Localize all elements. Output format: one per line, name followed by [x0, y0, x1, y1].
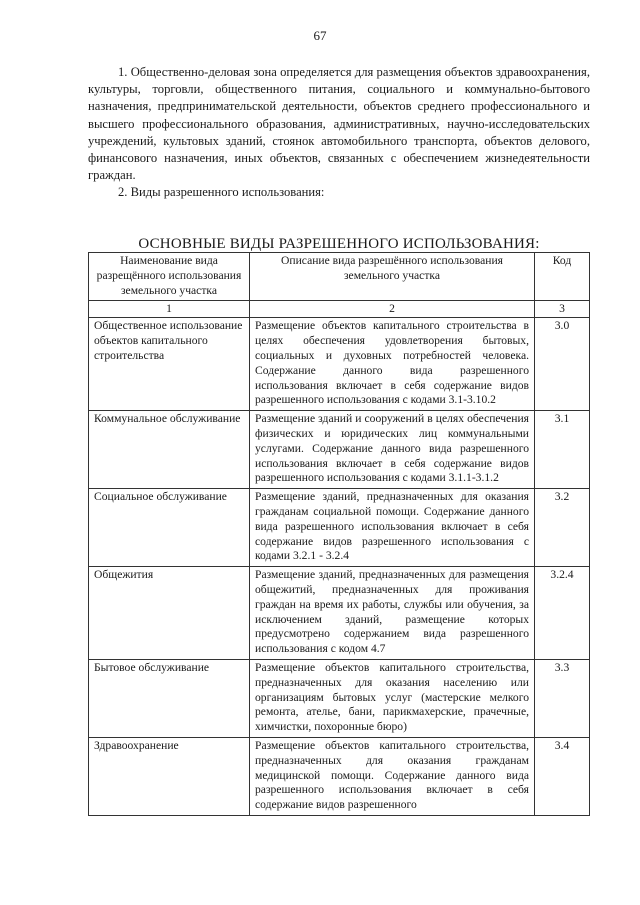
- row-name: Здравоохранение: [89, 737, 250, 815]
- table-row: [89, 567, 590, 660]
- row-name: Общежития: [89, 567, 250, 660]
- row-code: 3.2.4: [535, 567, 590, 660]
- table-title: ОСНОВНЫЕ ВИДЫ РАЗРЕШЕННОГО ИСПОЛЬЗОВАНИЯ:: [138, 236, 540, 252]
- table-row: [89, 659, 590, 737]
- table-row: [89, 411, 590, 489]
- column-number: 1: [89, 301, 250, 318]
- intro-paragraph-1: 1. Общественно-деловая зона определяется для размещения объектов здравоохранения, культуры, торговли, общественного питания, социального и коммунально-бытового назначения, предпринимательской деятельности, объектов среднего профессионального и высшего профессионального образования, административных, научно-исследовательских учреждений, культовых зданий, стоянок автомобильного транспорта, объектов делового, финансового назначения, иных объектов, связанных с обеспечением жизнедеятельности граждан.: [88, 65, 590, 183]
- intro-paragraph-2: 2. Виды разрешенного использования:: [118, 185, 325, 200]
- row-name: Социальное обслуживание: [89, 489, 250, 567]
- intro-text: [88, 64, 590, 202]
- header-name: Наименование вида разрещённого использования земельного участка: [89, 253, 250, 301]
- row-code: 3.2: [535, 489, 590, 567]
- column-number: 2: [250, 301, 535, 318]
- row-description: Размещение объектов капитального строительства, предназначенных для оказания гражданам медицинской помощи. Содержание данного вида разрешенного использования включает в себя содержание видов разрешенного: [250, 737, 535, 815]
- row-code: 3.4: [535, 737, 590, 815]
- page-number: 67: [313, 28, 327, 43]
- table-row: [89, 737, 590, 815]
- row-name: Общественное использование объектов капитального строительства: [89, 318, 250, 411]
- header-code: Код: [535, 253, 590, 301]
- row-code: 3.3: [535, 659, 590, 737]
- table-header-row: [89, 253, 590, 301]
- table-row: [89, 489, 590, 567]
- column-number-row: [89, 301, 590, 318]
- permitted-uses-table: [88, 252, 590, 816]
- table-row: [89, 318, 590, 411]
- row-description: Размещение зданий и сооружений в целях обеспечения физических и юридических лиц коммунальными услугами. Содержание данного вида разрешенного использования включает в себя содержание видов разрешенного использования с кодами 3.1.1-3.1.2: [250, 411, 535, 489]
- row-description: Размещение объектов капитального строительства, предназначенных для оказания населению или организациям бытовых услуг (мастерские мелкого ремонта, ателье, бани, парикмахерские, прачечные, химчистки, похоронные бюро): [250, 659, 535, 737]
- row-name: Бытовое обслуживание: [89, 659, 250, 737]
- column-number: 3: [535, 301, 590, 318]
- header-description: Описание вида разрешённого использования земельного участка: [250, 253, 535, 301]
- row-name: Коммунальное обслуживание: [89, 411, 250, 489]
- row-description: Размещение зданий, предназначенных для размещения общежитий, предназначенных для проживания граждан на время их работы, службы или обучения, за исключением зданий, размещение которых предусмотрено содержанием вида разрешенного использования с кодом 4.7: [250, 567, 535, 660]
- row-code: 3.1: [535, 411, 590, 489]
- row-description: Размещение зданий, предназначенных для оказания гражданам социальной помощи. Содержание данного вида разрешенного использования включает в себя содержание видов разрешенного использования с кодами 3.2.1 - 3.2.4: [250, 489, 535, 567]
- row-description: Размещение объектов капитального строительства в целях обеспечения удовлетворения бытовых, социальных и духовных потребностей человека. Содержание данного вида разрешенного использования включает в себя содержание видов разрешенного использования с кодами 3.1-3.10.2: [250, 318, 535, 411]
- row-code: 3.0: [535, 318, 590, 411]
